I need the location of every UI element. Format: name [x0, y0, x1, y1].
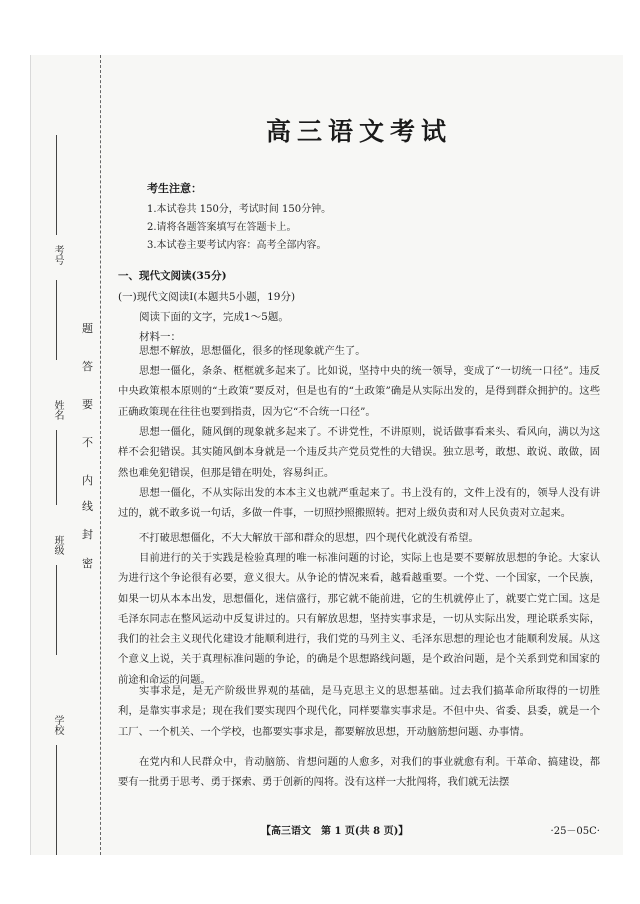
seal-char: 答 — [82, 360, 93, 373]
class-line — [56, 565, 57, 655]
page-number: 【高三语文 第 1 页(共 8 页)】 — [261, 826, 409, 837]
passage-paragraph: 思想一僵化，随风倒的现象就多起来了。不讲党性，不讲原则，说话做事看来头、看风向，满以为这样不会犯错误。其实随风倒本身就是一个违反共产党员党性的大错误。独立思考，敢想、敢说、敢做，固然也难免犯错误，但那是错在明处，容易纠正。 — [118, 426, 600, 479]
binding-label-exam-number: 考号 — [52, 245, 63, 265]
notice-heading: 考生注意： — [147, 182, 202, 195]
binding-label-class: 班级 — [52, 535, 63, 555]
passage-paragraph: 思想一僵化，不从实际出发的本本主义也就严重起来了。书上没有的，文件上没有的，领导人没有讲过的，就不敢多说一句话，多做一件事，一切照抄照搬照转。把对上级负责和对人民负责对立起来。 — [118, 487, 600, 520]
passage-paragraph: 思想一僵化，条条、框框就多起来了。比如说，坚持中央的统一领导，变成了“一切统一口径”。违反中央政策根本原则的“土政策”要反对，但是也有的“土政策”确是从实际出发的，是得到群众拥护的。这些正确政策现在往往也要到指责，因为它“不合统一口径”。 — [118, 365, 600, 418]
exam-title: 高三语文考试 — [265, 117, 452, 146]
exam-number-line — [56, 135, 57, 235]
subsection-heading: (一)现代文阅读Ⅰ(本题共5小题，19分) — [118, 291, 296, 303]
exam-number-line-lower — [56, 280, 57, 360]
passage-paragraph: 目前进行的关于实践是检验真理的唯一标准问题的讨论，实际上也是要不要解放思想的争论。大家认为进行这个争论很有必要，意义很大。从争论的情况来看，越看越重要。一个党、一个国家，一个民族，如果一切从本本出发，思想僵化，迷信盛行，那它就不能前进，它的生机就停止了，就要亡党亡国。这是毛泽东同志在整风运动中反复讲过的。只有解放思想，坚持实事求是，一切从实际出发，理论联系实际，我们的社会主义现代化建设才能顺利进行，我们党的马列主义、毛泽东思想的理论也才能顺利发展。从这个意义上说，关于真理标准问题的争论，的确是个思想路线问题，是个政治问题，是个关系到党和国家的前途和命运的问题。 — [118, 552, 600, 686]
material-label: 材料一： — [139, 331, 181, 343]
notice-item: 2.请将各题答案填写在答题卡上。 — [147, 222, 297, 233]
binding-label-school: 学校 — [52, 715, 63, 735]
seal-char: 封 — [82, 528, 93, 541]
section-heading: 一、现代文阅读(35分) — [118, 270, 227, 282]
school-line — [56, 745, 57, 855]
seal-char: 线 — [82, 500, 93, 513]
reading-instruction: 阅读下面的文字，完成1～5题。 — [139, 311, 289, 323]
name-line — [56, 430, 57, 505]
seal-char: 不 — [82, 436, 93, 449]
seal-char: 要 — [82, 398, 93, 411]
binding-label-name: 姓名 — [52, 400, 63, 420]
seal-char: 密 — [82, 557, 93, 570]
notice-item: 3.本试卷主要考试内容：高考全部内容。 — [147, 240, 327, 251]
passage-paragraph: 实事求是，是无产阶级世界观的基础，是马克思主义的思想基础。过去我们搞革命所取得的一切胜利，是靠实事求是；现在我们要实现四个现代化，同样要靠实事求是。不但中央、省委、县委，就是一个工厂、一个机关、一个学校，也都要实事求是，都要解放思想，开动脑筋想问题、办事情。 — [118, 685, 600, 738]
binding-margin — [30, 55, 110, 855]
passage-paragraph: 在党内和人民群众中，肯动脑筋、肯想问题的人愈多，对我们的事业就愈有利。干革命、搞建设，都要有一批勇于思考、勇于探索、勇于创新的闯将。没有这样一大批闯将，我们就无法摆 — [118, 756, 600, 789]
seal-char: 题 — [82, 322, 93, 335]
seal-char: 内 — [82, 474, 93, 487]
paper-code: ·25－05C· — [550, 826, 600, 837]
passage-paragraph: 思想不解放，思想僵化，很多的怪现象就产生了。 — [139, 345, 366, 357]
passage-paragraph: 不打破思想僵化，不大大解放干部和群众的思想，四个现代化就没有希望。 — [139, 532, 479, 544]
notice-item: 1.本试卷共 150分，考试时间 150分钟。 — [147, 204, 332, 215]
seal-line — [100, 55, 101, 855]
